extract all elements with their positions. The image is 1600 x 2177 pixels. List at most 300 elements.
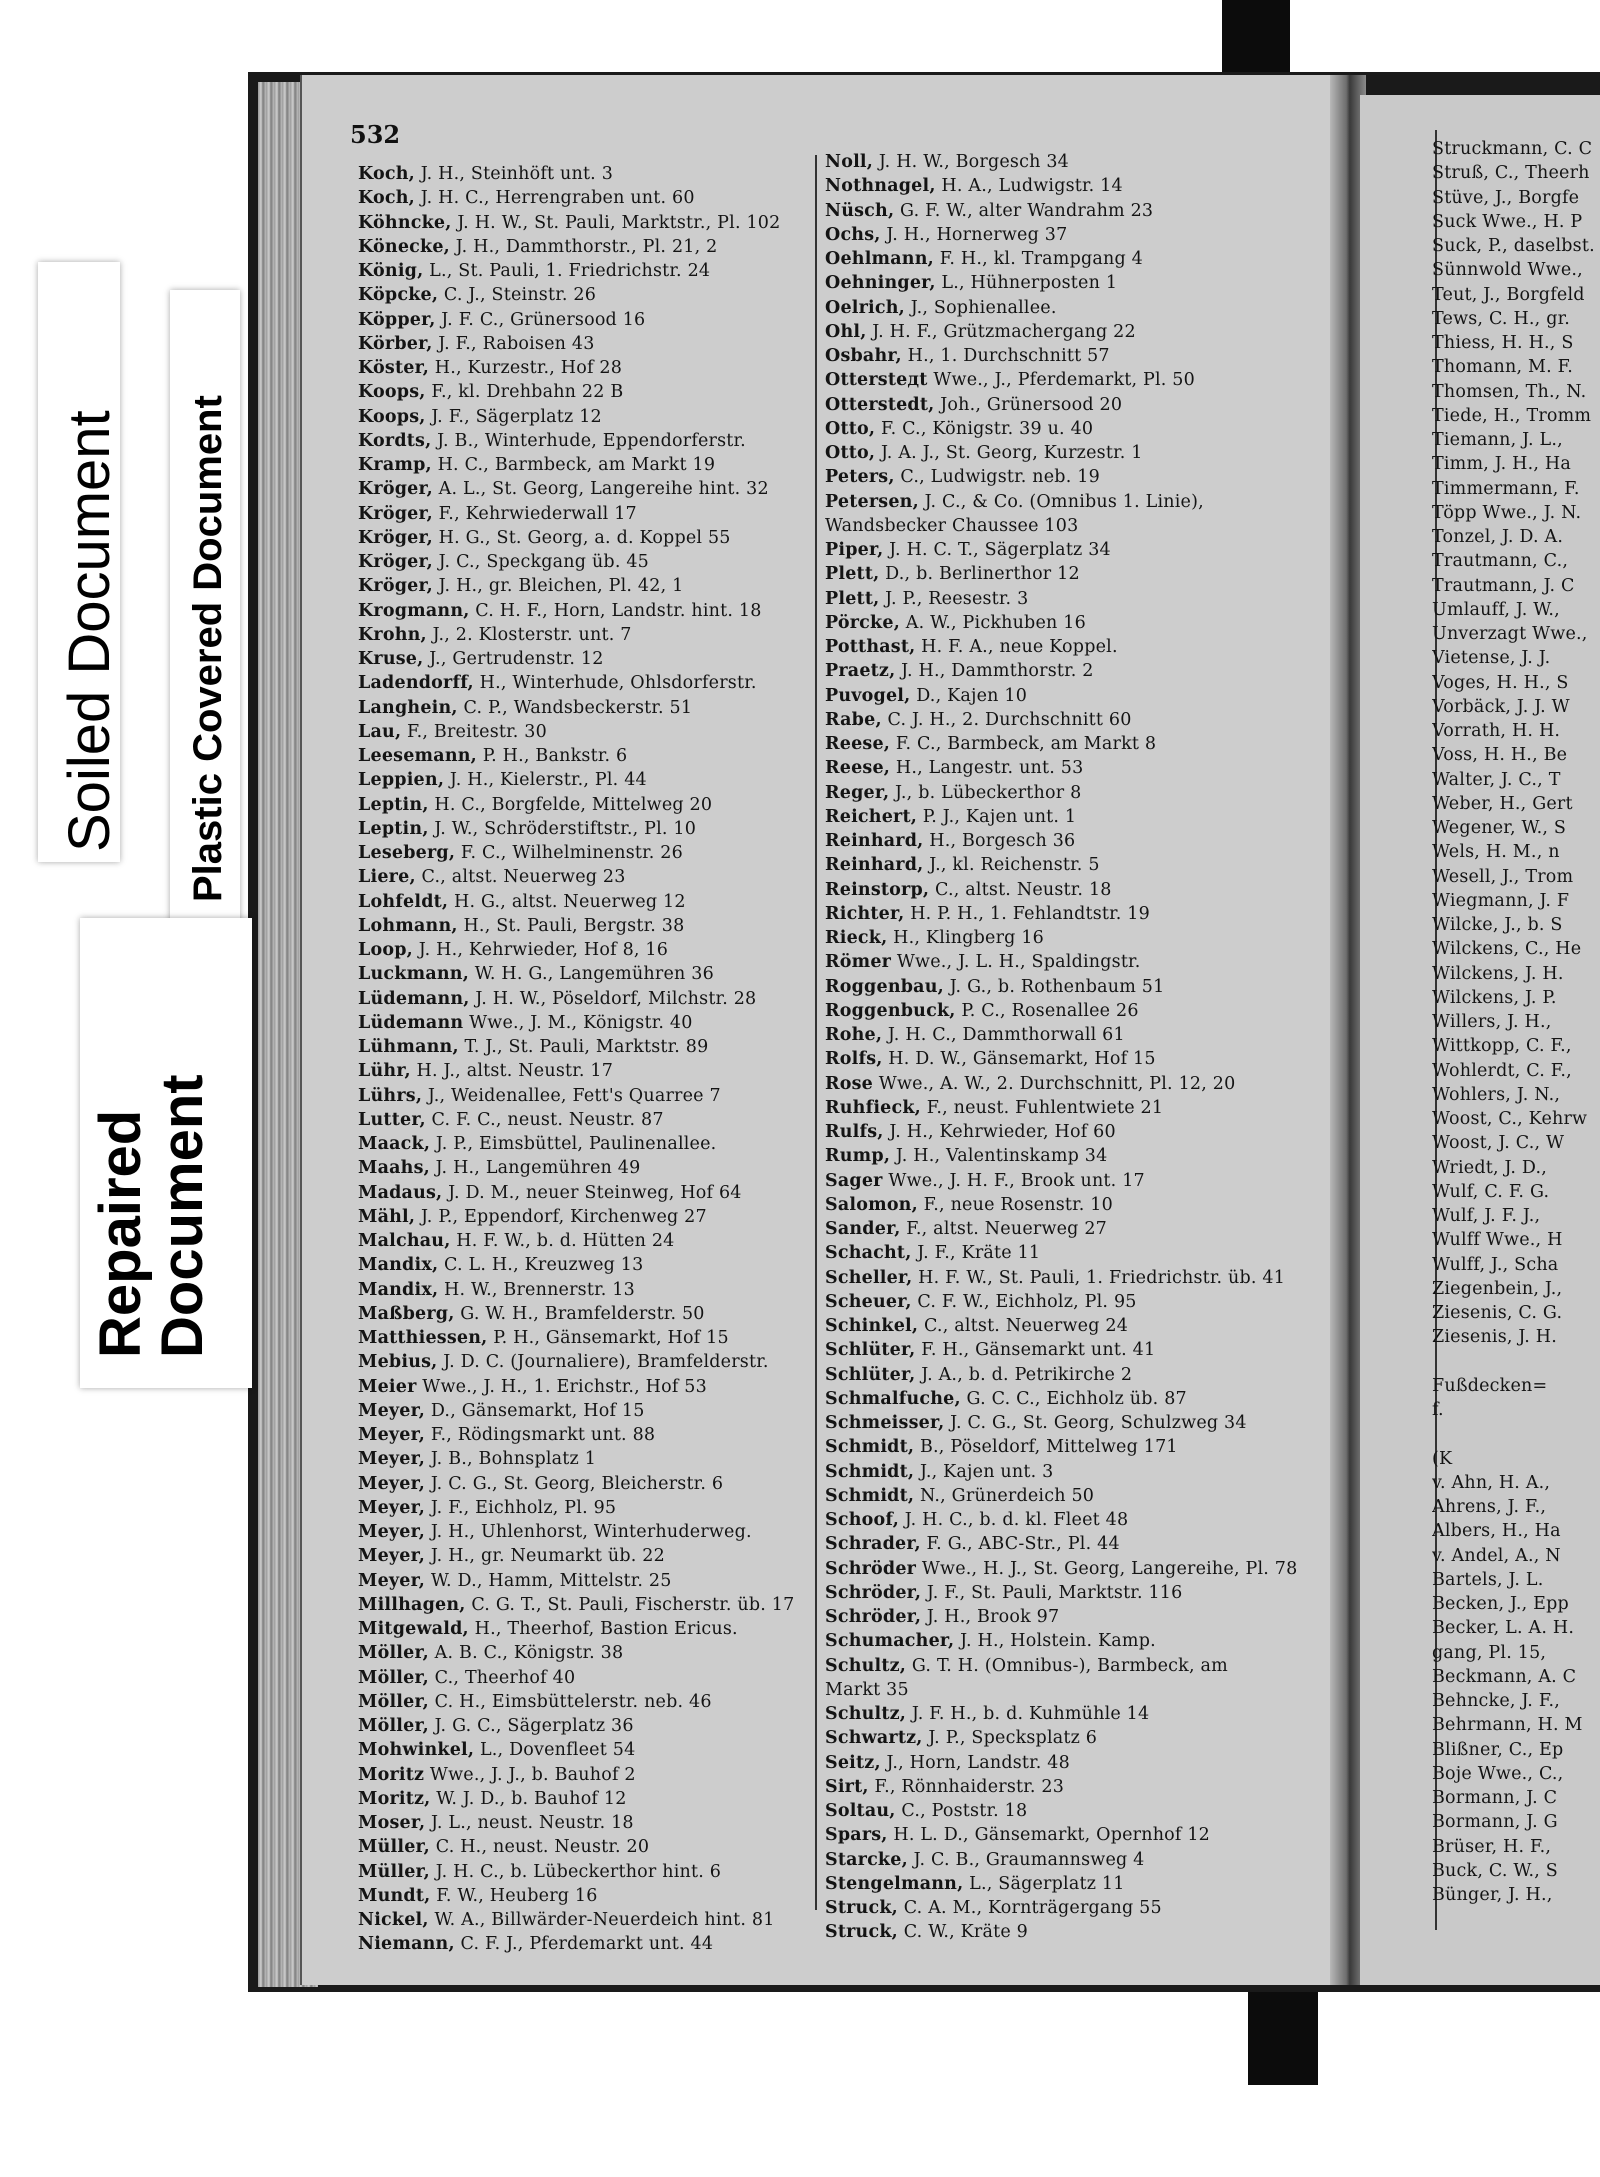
directory-entry [358, 865, 813, 889]
entry-surname: Meyer, [358, 1425, 426, 1445]
entry-details: J. H., Uhlenhorst, Winterhuderweg. [425, 1522, 752, 1542]
entry-surname: Starcke, [825, 1849, 908, 1870]
entry-details: J. H., gr. Neumarkt üb. 22 [425, 1546, 665, 1567]
directory-entry [825, 1751, 1325, 1775]
directory-entry [825, 902, 1325, 926]
directory-entry [358, 987, 813, 1011]
entry-text: Wohlers, J. N., [1432, 1084, 1561, 1105]
directory-entry [825, 344, 1325, 368]
entry-text: Wiegmann, J. F [1432, 890, 1570, 911]
directory-entry [358, 235, 813, 259]
entry-details: C., altst. Neuerweg 24 [918, 1316, 1129, 1336]
directory-entry [825, 1460, 1325, 1484]
directory-entry [1432, 1883, 1600, 1907]
entry-text: Ziegenbein, J., [1432, 1278, 1563, 1299]
entry-surname: Oehlmann, [825, 249, 934, 269]
entry-surname: Kröger, [358, 552, 433, 572]
entry-details: J. B., Winterhude, Eppendorferstr. [431, 430, 746, 451]
entry-details: Wwe., H. J., St. Georg, Langereihe, Pl. 78 [916, 1558, 1298, 1579]
directory-entry [1432, 283, 1600, 307]
entry-details: J. C., & Co. (Omnibus 1. Linie), [918, 491, 1204, 512]
entry-text: Wulff, J., Scha [1432, 1254, 1559, 1275]
directory-entry [358, 890, 813, 914]
entry-details: J. H., gr. Bleichen, Pl. 42, 1 [432, 576, 684, 597]
entry-surname: Matthiessen, [358, 1328, 488, 1348]
directory-entry [1432, 865, 1600, 889]
directory-entry [358, 1423, 813, 1447]
directory-entry [1432, 1228, 1600, 1252]
entry-text: Töpp Wwe., J. N. [1432, 502, 1582, 523]
directory-entry [1432, 1471, 1600, 1495]
directory-entry [358, 405, 813, 429]
entry-details: J. H., Holstein. Kamp. [954, 1631, 1156, 1652]
entry-text: Wulf, J. F. J., [1432, 1206, 1541, 1226]
directory-entry [825, 465, 1325, 489]
plastic-covered-label [170, 290, 240, 930]
directory-entry [358, 1302, 813, 1326]
soiled-document-label [38, 262, 120, 862]
entry-surname: Rieck, [825, 928, 888, 948]
entry-details: F. G., ABC-Str., Pl. 44 [920, 1534, 1120, 1555]
entry-details: J. A., b. d. Petrikirche 2 [915, 1364, 1133, 1385]
directory-entry [825, 1848, 1325, 1872]
directory-entry [358, 768, 813, 792]
directory-entry [358, 1035, 813, 1059]
entry-surname: Mandix, [358, 1255, 439, 1276]
entry-details: C. J., Steinstr. 26 [438, 285, 597, 306]
directory-entry [1432, 913, 1600, 937]
entry-details: J. F., Sägerplatz 12 [425, 406, 602, 427]
directory-entry [825, 587, 1325, 611]
directory-entry [358, 1181, 813, 1205]
entry-surname: Rabe, [825, 709, 882, 730]
directory-entry [825, 1484, 1325, 1508]
directory-entry [1432, 1665, 1600, 1689]
entry-surname: Nüsch, [825, 200, 895, 221]
entry-surname: Möller, [358, 1716, 429, 1736]
directory-entry [825, 829, 1325, 853]
entry-details: J. H., Kehrwieder, Hof 60 [883, 1122, 1116, 1142]
entry-details: J. H., Dammthorstr. 2 [895, 661, 1094, 682]
directory-entry [1432, 355, 1600, 379]
directory-entry [358, 599, 813, 623]
directory-entry [1432, 1689, 1600, 1713]
entry-surname: Schumacher, [825, 1631, 955, 1652]
entry-surname: Rump, [825, 1146, 891, 1167]
entry-surname: Madaus, [358, 1182, 443, 1203]
entry-surname: Potthast, [825, 637, 916, 657]
entry-details: J. H. W., Borgesch 34 [873, 152, 1070, 172]
directory-entry [358, 1787, 813, 1811]
directory-entry [358, 1908, 813, 1932]
entry-surname: Spars, [825, 1825, 888, 1846]
directory-entry [825, 247, 1325, 271]
entry-details: H., 1. Durchschnitt 57 [901, 346, 1110, 366]
directory-entry [358, 1326, 813, 1350]
column-divider [815, 155, 817, 1910]
directory-entry [358, 1350, 813, 1374]
entry-text: Vorrath, H. H. [1432, 721, 1561, 741]
directory-entry [825, 1411, 1325, 1435]
directory-entry [1432, 1301, 1600, 1325]
entry-details: J., kl. Reichenstr. 5 [923, 855, 1100, 876]
directory-entry [358, 671, 813, 695]
entry-text: Wilckens, C., He [1432, 939, 1582, 960]
entry-details: J. G. C., Sägerplatz 36 [428, 1716, 634, 1736]
entry-surname: Reger, [825, 782, 890, 803]
directory-entry [358, 744, 813, 768]
directory-entry [358, 429, 813, 453]
directory-entry [825, 1702, 1325, 1726]
directory-entry [1432, 1350, 1600, 1374]
directory-entry [825, 368, 1325, 392]
entry-details: J. H., Kehrwieder, Hof 8, 16 [412, 940, 669, 960]
entry-surname: Körber, [358, 333, 433, 354]
entry-surname: Mitgewald, [358, 1619, 469, 1639]
directory-entry [825, 853, 1325, 877]
entry-details: G. F. W., alter Wandrahm 23 [894, 200, 1154, 221]
entry-surname: Koops, [358, 382, 426, 403]
entry-text: Suck, P., daselbst. [1432, 236, 1595, 256]
directory-entry [1432, 937, 1600, 961]
directory-entry [358, 259, 813, 283]
entry-details: F. H., kl. Trampgang 4 [933, 249, 1144, 269]
entry-details: J. F., Raboisen 43 [432, 333, 595, 354]
directory-entry [825, 490, 1325, 514]
directory-entry [1432, 1083, 1600, 1107]
entry-text: Willers, J. H., [1432, 1012, 1552, 1032]
entry-text: Struckmann, C. C [1432, 139, 1593, 159]
entry-details: L., Dovenfleet 54 [474, 1740, 636, 1761]
entry-surname: Loop, [358, 940, 413, 960]
directory-entry [825, 999, 1325, 1023]
directory-entry [825, 1920, 1325, 1944]
entry-surname: Otto, [825, 443, 876, 463]
directory-entry [358, 1132, 813, 1156]
directory-entry [825, 1605, 1325, 1629]
entry-text: f. [1432, 1400, 1444, 1420]
directory-entry [358, 332, 813, 356]
directory-entry [1432, 1374, 1600, 1398]
entry-surname: Oehninger, [825, 273, 936, 294]
entry-text: Weber, H., Gert [1432, 793, 1573, 814]
directory-entry [1432, 1277, 1600, 1301]
directory-entry [1432, 1641, 1600, 1665]
entry-surname: Malchau, [358, 1231, 451, 1251]
directory-entry [1432, 1713, 1600, 1737]
entry-details: P. J., Kajen unt. 1 [917, 806, 1077, 827]
entry-surname: Köhncke, [358, 212, 452, 233]
directory-entry [825, 271, 1325, 295]
entry-text: Tonzel, J. D. A. [1432, 527, 1564, 547]
entry-details: C. H. F., Horn, Landstr. hint. 18 [469, 600, 762, 621]
directory-entry [1432, 234, 1600, 258]
entry-surname: Pörcke, [825, 612, 900, 633]
entry-surname: Soltau, [825, 1801, 896, 1821]
entry-surname: Schinkel, [825, 1316, 919, 1336]
entry-details: C. F. W., Eichholz, Pl. 95 [911, 1291, 1137, 1312]
directory-entry [1432, 1447, 1600, 1471]
directory-entry [1432, 258, 1600, 282]
directory-entry [1432, 1253, 1600, 1277]
entry-text: Thomsen, Th., N. [1432, 381, 1587, 402]
entry-text: Tiemann, J. L., [1432, 430, 1563, 450]
entry-surname: Petersen, [825, 491, 919, 512]
entry-details: H. F. W., b. d. Hütten 24 [450, 1231, 675, 1251]
directory-entry [1432, 1810, 1600, 1834]
directory-entry [358, 1156, 813, 1180]
entry-surname: Noll, [825, 152, 874, 172]
directory-entry [358, 186, 813, 210]
entry-text: Ziesenis, C. G. [1432, 1303, 1563, 1323]
entry-details: J. G., b. Rothenbaum 51 [943, 976, 1165, 997]
entry-details: L., Sägerplatz 11 [963, 1873, 1125, 1894]
entry-surname: Möller, [358, 1667, 429, 1688]
directory-entry [825, 950, 1325, 974]
directory-entry [1432, 1156, 1600, 1180]
entry-details: C. J. H., 2. Durchschnitt 60 [881, 709, 1132, 730]
entry-surname: Reinhard, [825, 831, 924, 851]
entry-details: Joh., Grünersood 20 [934, 394, 1123, 415]
entry-details: J., Gertrudenstr. 12 [423, 649, 604, 669]
directory-entry [825, 1072, 1325, 1096]
entry-surname: Müller, [358, 1837, 430, 1858]
entry-details: F. C., Barmbeck, am Markt 8 [890, 734, 1157, 754]
entry-details: C., Ludwigstr. neb. 19 [894, 467, 1100, 488]
entry-surname: Leppien, [358, 770, 445, 791]
directory-entry [825, 1654, 1325, 1678]
entry-details: Wwe., A. W., 2. Durchschnitt, Pl. 12, 20 [873, 1073, 1236, 1094]
directory-entry [1432, 646, 1600, 670]
entry-surname: Ladendorff, [358, 673, 474, 694]
entry-details: F., neue Rosenstr. 10 [917, 1194, 1113, 1215]
directory-entry [825, 441, 1325, 465]
entry-details: H. P. H., 1. Fehlandtstr. 19 [904, 903, 1150, 924]
entry-surname: Moritz, [358, 1788, 431, 1809]
directory-entry [825, 320, 1325, 344]
directory-entry [825, 1144, 1325, 1168]
entry-surname: Rolfs, [825, 1049, 883, 1070]
entry-text: Woost, C., Kehrw [1432, 1109, 1588, 1129]
directory-entry [358, 1108, 813, 1132]
directory-entry [1432, 1568, 1600, 1592]
entry-details: W. J. D., b. Bauhof 12 [430, 1788, 627, 1809]
entry-surname: Nothnagel, [825, 176, 936, 197]
directory-entry [358, 356, 813, 380]
entry-surname: Köster, [358, 358, 430, 378]
entry-surname: Liere, [358, 867, 416, 888]
directory-entry [358, 1714, 813, 1738]
entry-details: J., Weidenallee, Fett's Quarree 7 [422, 1085, 721, 1106]
entry-text: Behrmann, H. M [1432, 1715, 1583, 1736]
entry-details: J., Kajen unt. 3 [914, 1461, 1054, 1482]
entry-surname: Schröder [825, 1558, 917, 1579]
directory-entry [1432, 889, 1600, 913]
entry-details: T. J., St. Pauli, Marktstr. 89 [458, 1037, 709, 1057]
entry-details: D., Gänsemarkt, Hof 15 [425, 1400, 645, 1421]
entry-surname: Ochs, [825, 224, 881, 245]
entry-text: Albers, H., Ha [1432, 1521, 1561, 1542]
entry-details: F., neust. Fuhlentwiete 21 [920, 1097, 1164, 1118]
entry-surname: Lutter, [358, 1109, 426, 1130]
directory-entry [358, 1666, 813, 1690]
entry-surname: Meyer, [358, 1497, 426, 1518]
entry-details: J. H., Langemühren 49 [429, 1158, 641, 1179]
entry-surname: Ohl, [825, 321, 867, 342]
directory-entry [825, 1557, 1325, 1581]
directory-entry [825, 1241, 1325, 1265]
directory-entry [1432, 1835, 1600, 1859]
entry-text: Wesell, J., Trom [1432, 866, 1574, 887]
directory-entry [358, 477, 813, 501]
directory-entry [1432, 1616, 1600, 1640]
entry-surname: Köpcke, [358, 285, 439, 306]
entry-surname: Schröder, [825, 1607, 922, 1627]
directory-entry [825, 1896, 1325, 1920]
scan-margin-bottom [0, 2085, 1600, 2177]
entry-text: Wittkopp, C. F., [1432, 1036, 1572, 1057]
entry-details: A. L., St. Georg, Langereihe hint. 32 [432, 479, 769, 500]
entry-details: H., St. Pauli, Bergstr. 38 [457, 915, 685, 936]
directory-entry [358, 550, 813, 574]
entry-surname: Meyer, [358, 1400, 426, 1421]
directory-entry [825, 708, 1325, 732]
entry-surname: Kröger, [358, 576, 433, 597]
entry-text: Buck, C. W., S [1432, 1860, 1558, 1881]
entry-details: C. A. M., Kornträgergang 55 [897, 1898, 1162, 1918]
directory-entry [825, 635, 1325, 659]
directory-entry [825, 1387, 1325, 1411]
directory-entry [825, 393, 1325, 417]
directory-entry [1432, 622, 1600, 646]
entry-details: H. F. W., St. Pauli, 1. Friedrichstr. üb. 41 [912, 1267, 1286, 1288]
entry-details: J. C. G., St. Georg, Bleicherstr. 6 [425, 1473, 724, 1494]
directory-entry [358, 1084, 813, 1108]
entry-surname: Kruse, [358, 649, 424, 669]
directory-entry [358, 1496, 813, 1520]
entry-details: J. C. G., St. Georg, Schulzweg 34 [944, 1413, 1247, 1433]
entry-surname: Lührs, [358, 1085, 423, 1106]
entry-surname: Schwartz, [825, 1728, 923, 1749]
directory-entry [358, 574, 813, 598]
directory-entry [1432, 501, 1600, 525]
entry-surname: Sager [825, 1170, 883, 1191]
directory-entry [825, 1217, 1325, 1241]
entry-details: G. W. H., Bramfelderstr. 50 [454, 1303, 705, 1324]
directory-entry [358, 1447, 813, 1471]
entry-text: Wilckens, J. H. [1432, 963, 1564, 984]
entry-details: F. W., Heuberg 16 [430, 1885, 598, 1906]
entry-details: H. W., Brennerstr. 13 [438, 1279, 635, 1300]
directory-entry [825, 1193, 1325, 1217]
entry-text: Tiede, H., Tromm [1432, 405, 1592, 426]
entry-text: Ziesenis, J. H. [1432, 1327, 1558, 1348]
directory-entry [1432, 1592, 1600, 1616]
directory-entry [825, 1290, 1325, 1314]
directory-entry [1432, 695, 1600, 719]
directory-entry [825, 174, 1325, 198]
entry-details: J. F., Eichholz, Pl. 95 [425, 1497, 617, 1518]
directory-entry [825, 732, 1325, 756]
entry-details: D., b. Berlinerthor 12 [879, 564, 1080, 585]
directory-entry [825, 417, 1325, 441]
entry-text: Voges, H. H., S [1432, 672, 1569, 693]
directory-entry [825, 1120, 1325, 1144]
entry-details: H. D. W., Gänsemarkt, Hof 15 [882, 1049, 1156, 1070]
entry-surname: Leptin, [358, 818, 429, 839]
scan-bar-top [1222, 0, 1290, 72]
entry-details: H., Kurzestr., Hof 28 [429, 358, 623, 378]
entry-text: Bünger, J. H., [1432, 1885, 1553, 1905]
directory-entry [825, 975, 1325, 999]
entry-surname: Meyer, [358, 1449, 426, 1470]
directory-entry [825, 1823, 1325, 1847]
directory-entry [825, 926, 1325, 950]
entry-details: F., Rödingsmarkt unt. 88 [425, 1425, 656, 1445]
entry-text: Brüser, H. F., [1432, 1836, 1552, 1857]
directory-entry [825, 1799, 1325, 1823]
directory-entry [825, 296, 1325, 320]
directory-column-middle [825, 150, 1325, 1945]
directory-entry [1432, 1495, 1600, 1519]
entry-details: J. B., Bohnsplatz 1 [425, 1449, 597, 1470]
entry-details: J. P., Eimsbüttel, Paulinenallee. [430, 1134, 717, 1154]
directory-entry [1432, 743, 1600, 767]
directory-entry [358, 1569, 813, 1593]
entry-surname: Schröder, [825, 1582, 922, 1603]
directory-entry [1432, 1544, 1600, 1568]
entry-surname: Schmidt, [825, 1437, 915, 1458]
entry-surname: Piper, [825, 540, 884, 560]
entry-text: Stüve, J., Borgfe [1432, 187, 1580, 208]
entry-details: H. L. D., Gänsemarkt, Opernhof 12 [887, 1825, 1211, 1846]
directory-entry [358, 1593, 813, 1617]
entry-details: Wandsbecker Chaussee 103 [825, 515, 1079, 536]
entry-surname: Römer [825, 952, 892, 973]
directory-entry [358, 1229, 813, 1253]
entry-details: J., Horn, Landstr. 48 [880, 1752, 1070, 1773]
directory-entry [358, 1205, 813, 1229]
entry-text: Sünnwold Wwe., [1432, 260, 1583, 281]
directory-entry [1432, 428, 1600, 452]
entry-surname: Puvogel, [825, 685, 911, 706]
entry-surname: Nickel, [358, 1910, 429, 1930]
directory-entry [825, 1532, 1325, 1556]
directory-entry [358, 696, 813, 720]
entry-text: Wilcke, J., b. S [1432, 915, 1563, 935]
entry-surname: Köpper, [358, 309, 436, 330]
entry-details: N., Grünerdeich 50 [914, 1485, 1095, 1506]
directory-entry [1432, 1398, 1600, 1422]
directory-entry [358, 1472, 813, 1496]
entry-details: C. W., Kräte 9 [897, 1922, 1028, 1943]
entry-details: C. F. J., Pferdemarkt unt. 44 [454, 1934, 714, 1955]
entry-surname: Kröger, [358, 527, 433, 548]
entry-text: Woost, J. C., W [1432, 1133, 1565, 1154]
directory-entry [1432, 840, 1600, 864]
scan-bar-bottom [1248, 1992, 1318, 2087]
directory-entry [1432, 1180, 1600, 1204]
directory-entry [358, 526, 813, 550]
entry-details: J., b. Lübeckerthor 8 [889, 782, 1082, 803]
entry-surname: Meyer, [358, 1570, 426, 1591]
entry-surname: Lohmann, [358, 915, 458, 936]
directory-entry [358, 623, 813, 647]
entry-surname: Otterstedt, [825, 394, 935, 415]
entry-text: Suck Wwe., H. P [1432, 211, 1583, 232]
entry-text: Wels, H. M., n [1432, 842, 1560, 863]
entry-details: Wwe., J. J., b. Bauhof 2 [424, 1764, 636, 1785]
